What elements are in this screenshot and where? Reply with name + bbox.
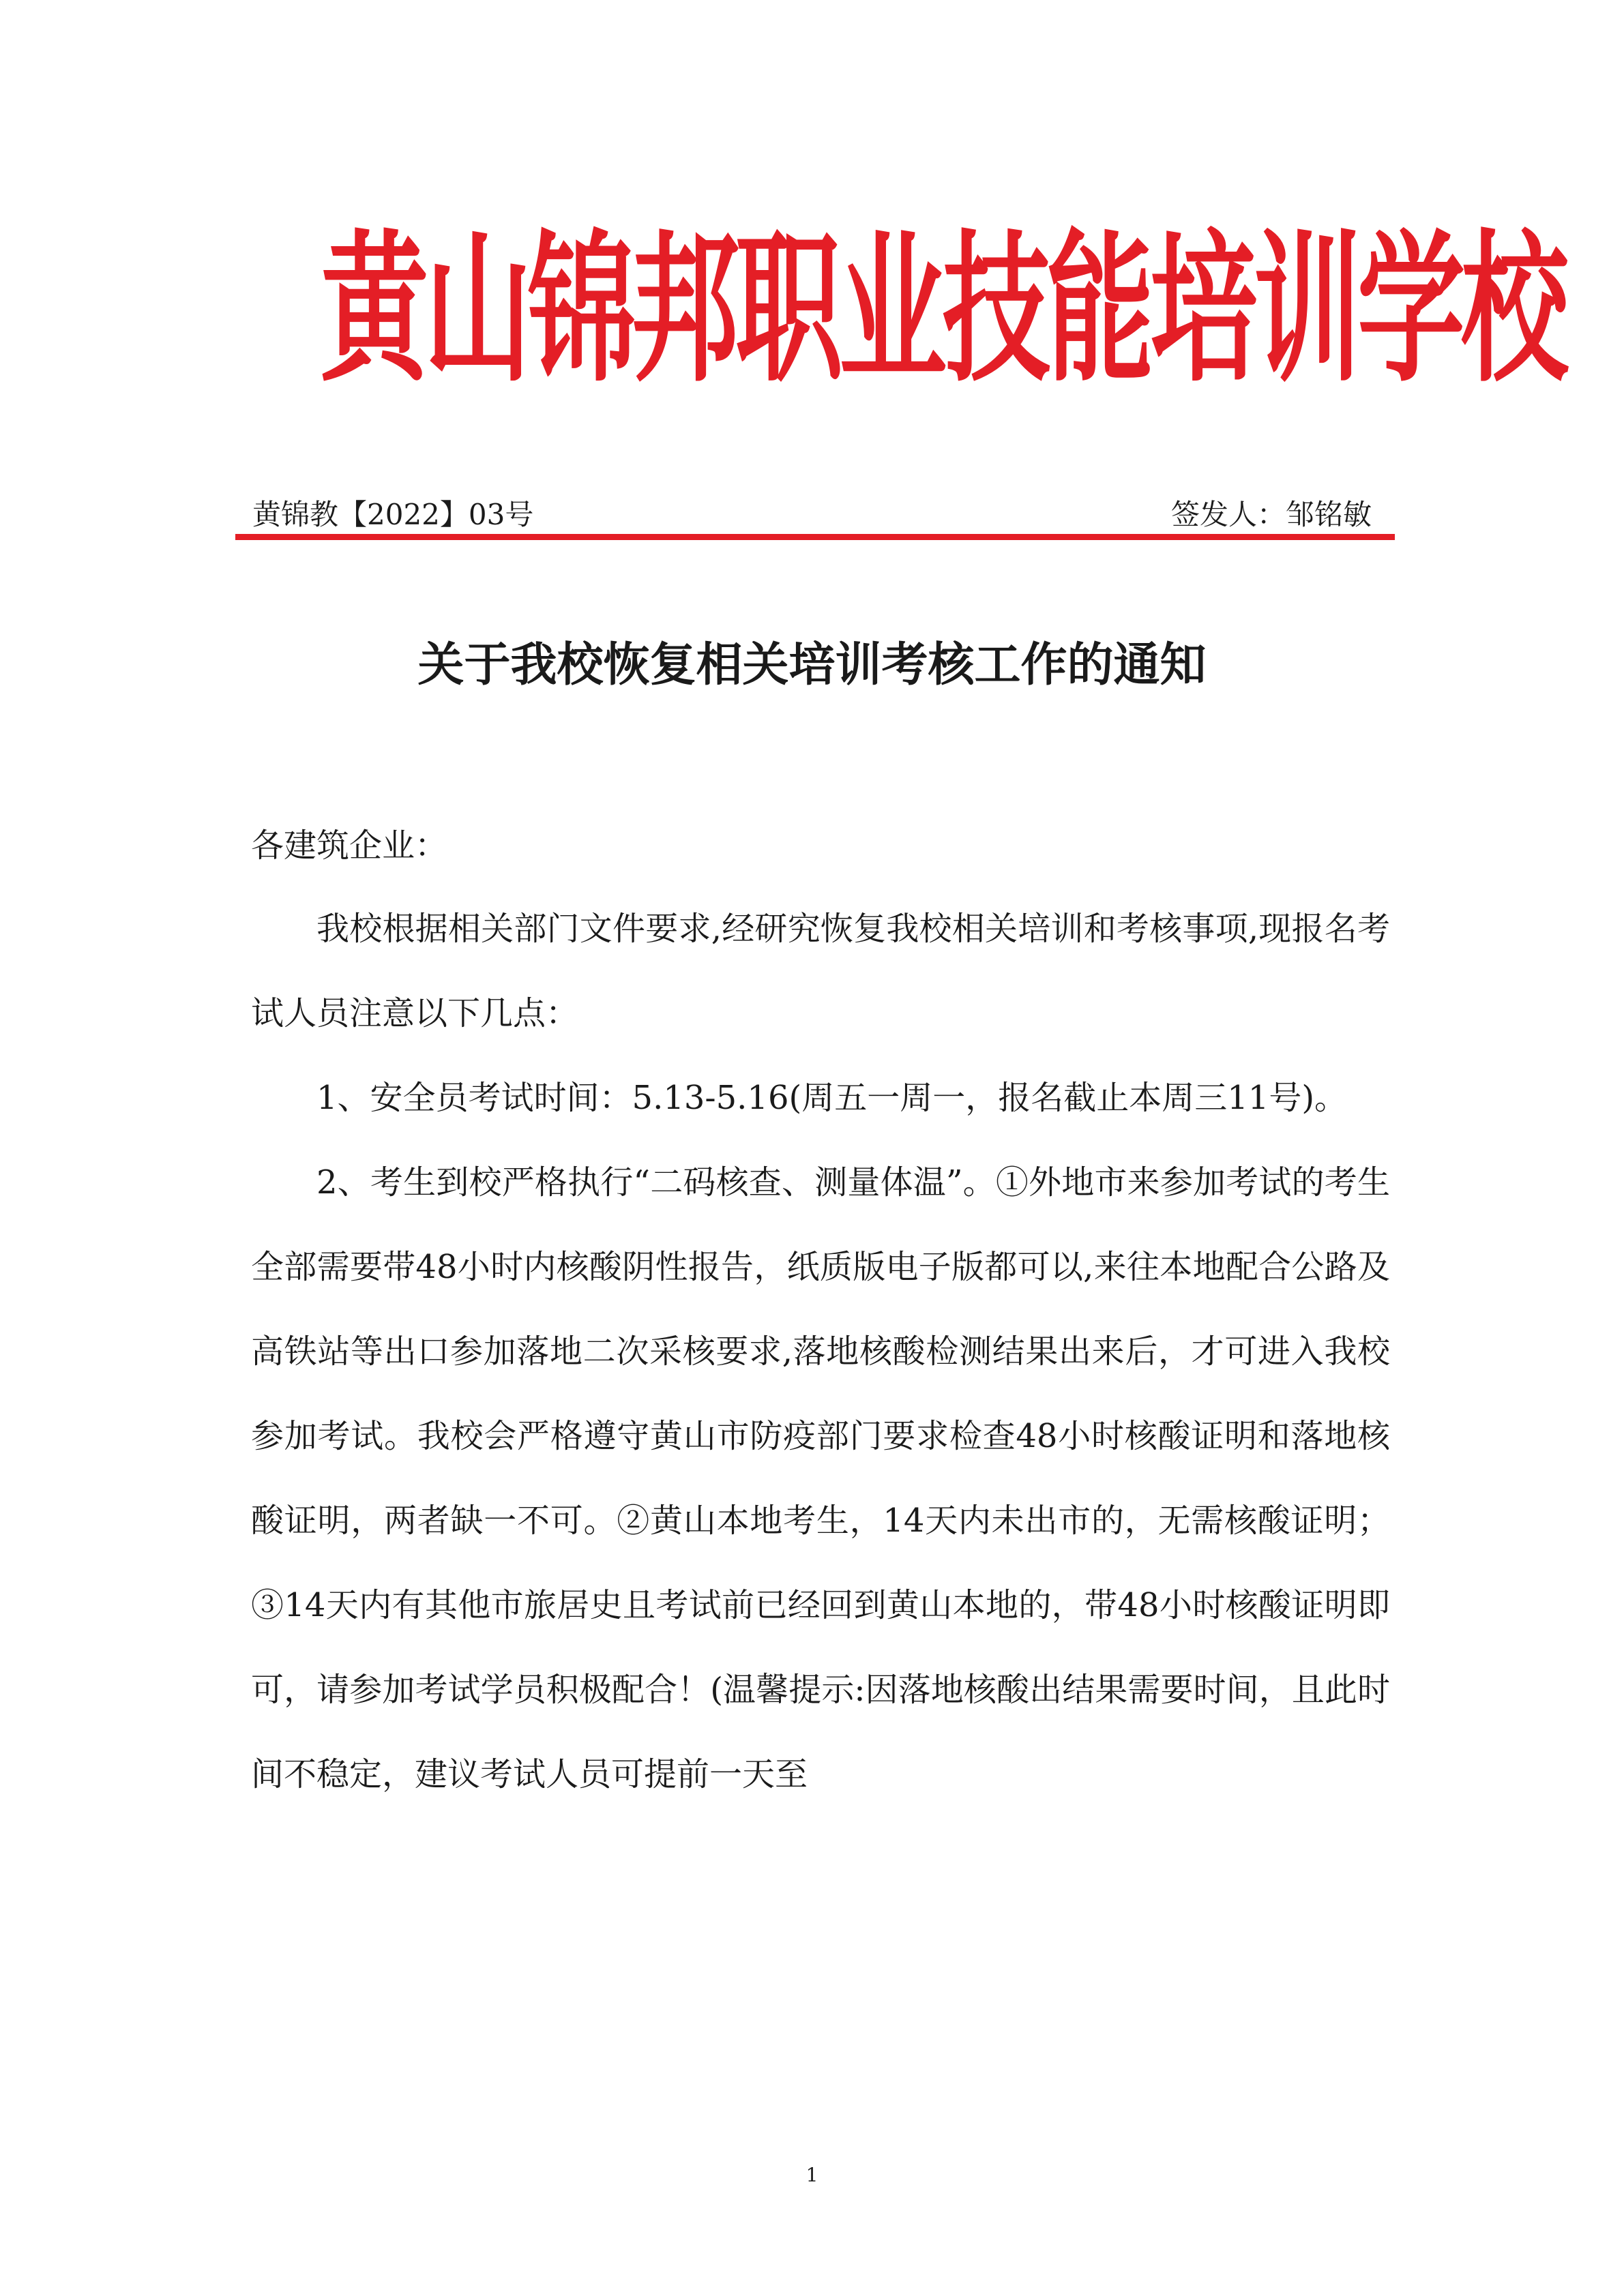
red-divider xyxy=(235,534,1395,540)
notice-title: 关于我校恢复相关培训考核工作的通知 xyxy=(417,638,1207,692)
paragraph-item-1: 1、安全员考试时间：5.13-5.16(周五一周一，报名截止本周三11号)。 xyxy=(316,1079,1348,1117)
notice-body xyxy=(251,886,1390,1817)
school-masthead: 黄山锦邦职业技能培训学校 xyxy=(321,216,1565,404)
paragraph-item-2: 2、考生到校严格执行“二码核查、测量体温”。①外地市来参加考试的考生全部需要带48小时内核酸阴性报告，纸质版电子版都可以,来往本地配合公路及高铁站等出口参加落地二次采核要求,落地核酸检测结果出来后，才可进入我校参加考试。我校会严格遵守黄山市防疫部门要求检查48小时核酸证明和落地核酸证明，两者缺一不可。②黄山本地考生，14天内未出市的，无需核酸证明；③14天内有其他市旅居史且考试前已经回到黄山本地的，带48小时核酸证明即可，请参加考试学员积极配合！(温馨提示:因落地核酸出结果需要时间，且此时间不稳定，建议考试人员可提前一天至 xyxy=(251,1163,1390,1793)
page-number: 1 xyxy=(806,2164,818,2186)
signer: 签发人：邹铭敏 xyxy=(1170,498,1372,531)
document-info-line xyxy=(252,494,1399,535)
paragraph-intro: 我校根据相关部门文件要求,经研究恢复我校相关培训和考核事项,现报名考试人员注意以下几点： xyxy=(251,910,1390,1032)
salutation: 各建筑企业： xyxy=(251,826,448,865)
document-number: 黄锦教【2022】03号 xyxy=(252,498,534,531)
